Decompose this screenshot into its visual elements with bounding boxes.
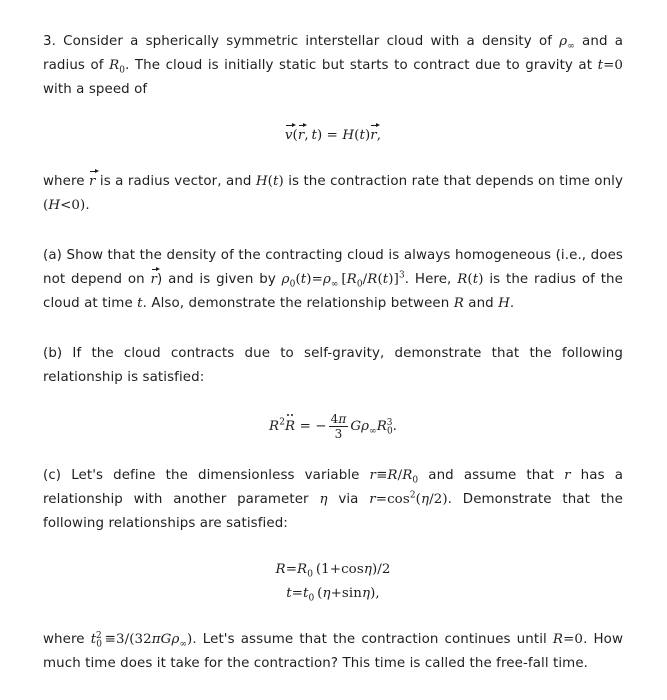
problem-intro: 3. Consider a spherically symmetric interstellar cloud with a density of $\rho_\infty$ and a radius of $R_0$. The cloud is initially static but starts to contract due to gravity at t=0 with a speed of	[43, 34, 624, 97]
velocity-equation: v(r, t) = H(t)r,	[43, 124, 623, 148]
part-c: (c) Let's define the dimensionless variable $r\equiv R/R_0$ and assume that r has a relationship with another parameter η via $r=\cos^2(\eta/2)$. Demonstrate that the following relationships are satisfied:	[43, 468, 624, 531]
part-c-label: (c)	[43, 468, 62, 483]
part-b: (b) If the cloud contracts due to self-gravity, demonstrate that the following relationship is satisfied:	[43, 346, 623, 385]
parametric-equations: $R=R_0$ (1+cosη)/2 $t=t_0$ (η+sinη),	[275, 562, 391, 604]
problem-number: 3.	[43, 34, 56, 49]
gravity-equation: $R^2R$ = − $\frac{4\pi}{3}$ $G\rho_\infty R_0^3$.	[269, 412, 397, 441]
part-b-label: (b)	[43, 346, 63, 361]
part-c-final: where $t_0^2 \equiv 3/(32\pi G\rho_\infty)$. Let's assume that the contraction continues until R=0. How much time does it take for the contraction? This time is called the free-fall time.	[43, 630, 623, 671]
part-a: (a) Show that the density of the contracting cloud is always homogeneous (i.e., does not depend on r) and is given by $\rho_0(t)=\rho_\infty$ $[R_0/R(t)]^3$. Here, R(t) is the radius of the cloud at time t. Also, demonstrate the relationship between R and H.	[43, 248, 623, 311]
part-a-label: (a)	[43, 248, 62, 263]
problem-text	[43, 30, 623, 676]
problem-where: where r is a radius vector, and H(t) is the contraction rate that depends on time only (H<0).	[43, 170, 623, 218]
